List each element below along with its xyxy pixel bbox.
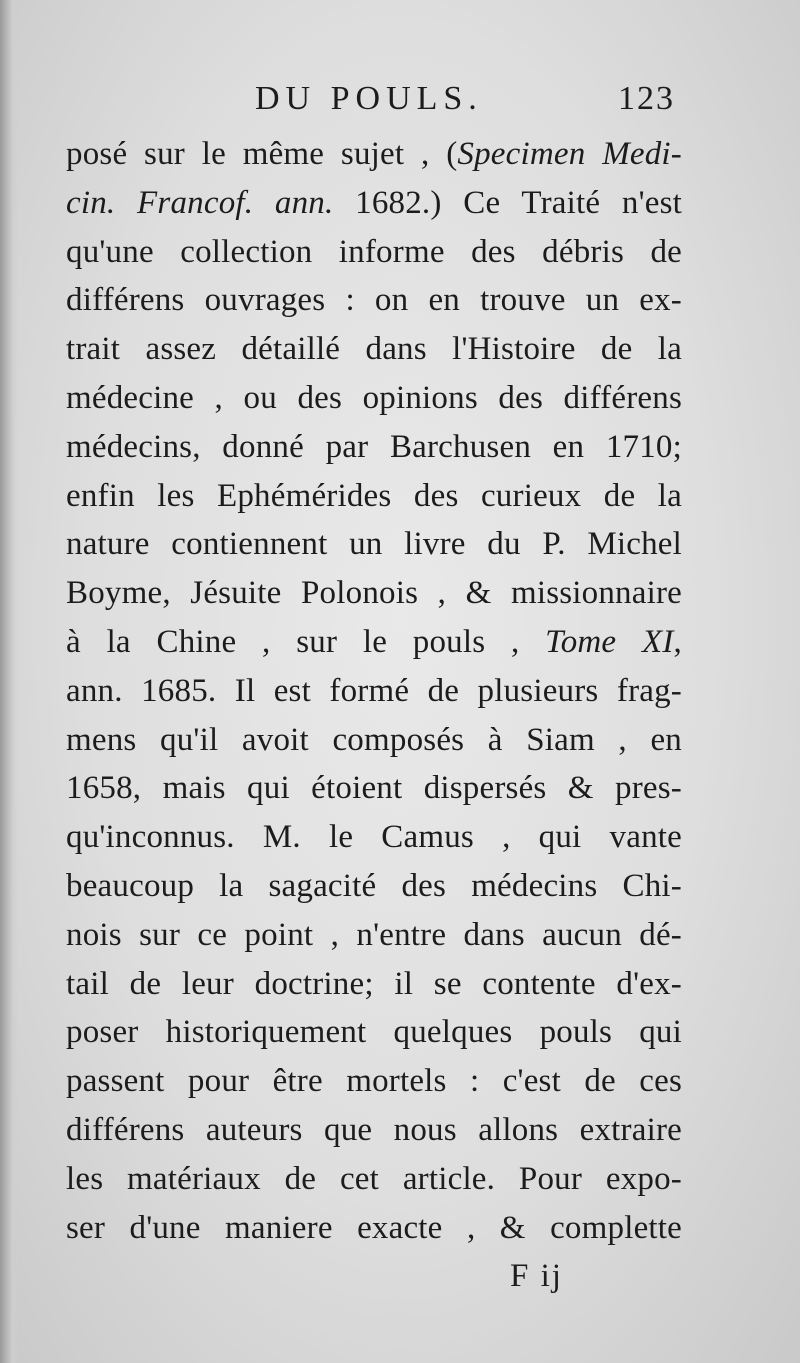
signature-mark: F ij bbox=[510, 1258, 563, 1294]
text-segment: médecine , ou des opinions des différens bbox=[66, 379, 682, 416]
text-segment: qu'inconnus. M. le Camus , qui vante bbox=[66, 819, 682, 856]
text-line bbox=[66, 1155, 682, 1204]
text-segment: à la Chine , sur le pouls , bbox=[66, 623, 546, 660]
text-segment: Boyme, Jésuite Polonois , & missionnaire bbox=[66, 575, 682, 612]
running-title: DU POULS. bbox=[255, 80, 483, 117]
text-segment: , bbox=[673, 623, 682, 660]
text-line bbox=[66, 374, 682, 423]
text-line bbox=[66, 276, 682, 325]
text-line bbox=[66, 325, 682, 374]
text-segment: enfin les Ephémérides des curieux de la bbox=[66, 477, 682, 514]
text-line bbox=[66, 862, 682, 911]
text-segment: nature contiennent un livre du P. Michel bbox=[66, 526, 682, 563]
body-text bbox=[66, 130, 682, 1252]
text-line bbox=[66, 1008, 682, 1057]
italic-segment: cin. Francof. ann. bbox=[66, 184, 334, 221]
text-line bbox=[66, 1057, 682, 1106]
text-segment: tail de leur doctrine; il se contente d'ex- bbox=[66, 965, 682, 1002]
text-segment: les matériaux de cet article. Pour expo- bbox=[66, 1160, 682, 1197]
text-segment: posé sur le même sujet , ( bbox=[66, 136, 458, 172]
text-line bbox=[66, 618, 682, 667]
text-line bbox=[66, 960, 682, 1009]
text-segment: médecins, donné par Barchusen en 1710; bbox=[66, 428, 682, 465]
text-line bbox=[66, 1106, 682, 1155]
italic-segment: Specimen Medi- bbox=[457, 136, 682, 172]
text-segment: poser historiquement quelques pouls qui bbox=[66, 1014, 682, 1051]
text-segment: différens auteurs que nous allons extraire bbox=[66, 1111, 682, 1148]
text-line bbox=[66, 716, 682, 765]
text-segment: passent pour être mortels : c'est de ces bbox=[66, 1063, 682, 1100]
text-line bbox=[66, 911, 682, 960]
text-segment: ser d'une maniere exacte , & complette bbox=[66, 1209, 682, 1246]
text-segment: ann. 1685. Il est formé de plusieurs frag- bbox=[66, 672, 682, 709]
page-header bbox=[0, 76, 800, 126]
text-segment: nois sur ce point , n'entre dans aucun dé- bbox=[66, 916, 682, 953]
text-segment: beaucoup la sagacité des médecins Chi- bbox=[66, 867, 682, 904]
italic-segment: Tome XI bbox=[545, 623, 674, 660]
text-line bbox=[66, 179, 682, 228]
text-segment: trait assez détaillé dans l'Histoire de la bbox=[66, 331, 682, 368]
text-segment: 1658, mais qui étoient dispersés & pres- bbox=[66, 770, 682, 807]
text-line bbox=[66, 130, 682, 179]
text-line bbox=[66, 228, 682, 277]
text-line bbox=[66, 667, 682, 716]
text-line bbox=[66, 423, 682, 472]
page-number: 123 bbox=[618, 80, 675, 117]
text-segment: qu'une collection informe des débris de bbox=[66, 233, 682, 270]
text-line bbox=[66, 1204, 682, 1253]
text-line bbox=[66, 813, 682, 862]
text-line bbox=[66, 569, 682, 618]
text-segment: mens qu'il avoit composés à Siam , en bbox=[66, 721, 682, 758]
text-segment: différens ouvrages : on en trouve un ex- bbox=[66, 282, 682, 319]
text-line bbox=[66, 764, 682, 813]
text-segment: 1682.) Ce Traité n'est bbox=[333, 184, 683, 221]
text-line bbox=[66, 520, 682, 569]
text-line bbox=[66, 472, 682, 521]
page-binding-edge bbox=[0, 0, 18, 1363]
